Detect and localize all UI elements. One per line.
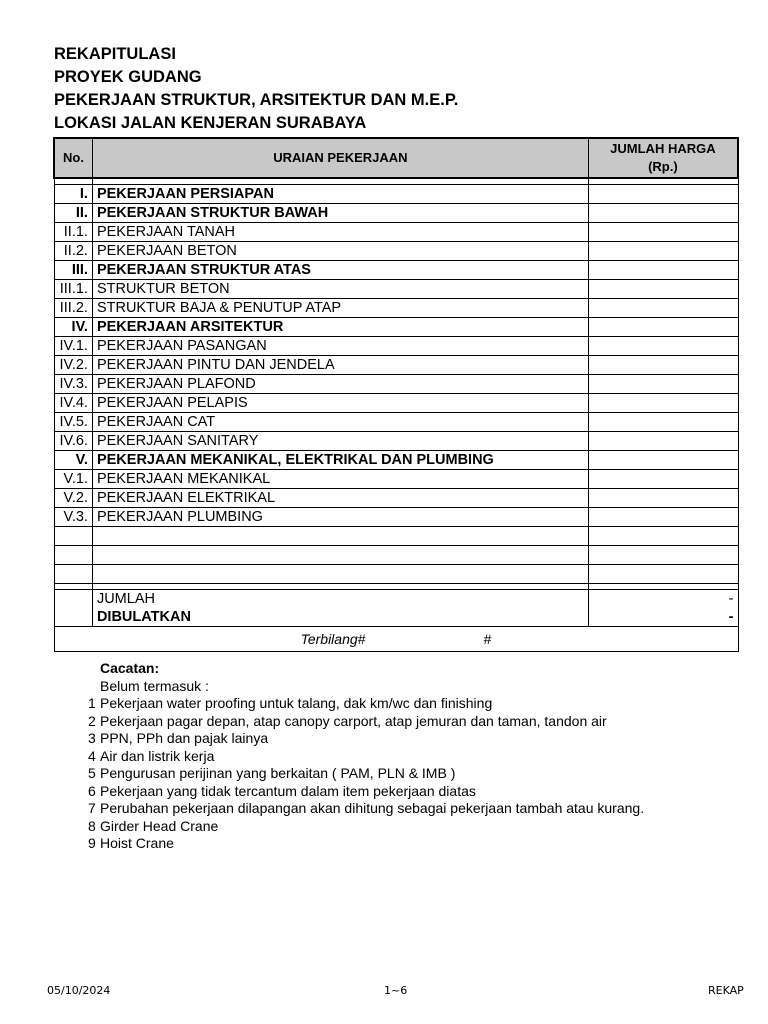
note-number: 5 (88, 765, 96, 781)
row-jumlah-harga (588, 451, 738, 470)
note-item (88, 695, 644, 713)
notes-title: Cacatan: (100, 660, 160, 676)
note-text: Hoist Crane (100, 835, 174, 851)
note-text: Pekerjaan water proofing untuk talang, dak km/wc dan finishing (100, 695, 493, 711)
row-number: III.1. (54, 280, 92, 299)
note-text: Pengurusan perijinan yang berkaitan ( PAM, PLN & IMB ) (100, 765, 456, 781)
table-row (54, 413, 738, 432)
row-number: IV.5. (54, 413, 92, 432)
note-number: 1 (88, 695, 96, 711)
table-row (54, 261, 738, 280)
row-uraian: PEKERJAAN ARSITEKTUR (92, 318, 588, 337)
row-uraian: PEKERJAAN CAT (92, 413, 588, 432)
dibulatkan-value: - (588, 608, 738, 627)
row-jumlah-harga (588, 356, 738, 375)
row-uraian: PEKERJAAN PLAFOND (92, 375, 588, 394)
sum-no-cell (54, 590, 92, 627)
notes-subtitle: Belum termasuk : (100, 678, 209, 694)
note-number: 4 (88, 747, 96, 764)
row-number: IV.4. (54, 394, 92, 413)
row-jumlah-harga (588, 470, 738, 489)
note-item (88, 835, 644, 853)
table-row (54, 508, 738, 527)
footer-date: 05/10/2024 (47, 984, 111, 997)
note-number: 7 (88, 800, 96, 816)
row-uraian: PEKERJAAN STRUKTUR ATAS (92, 261, 588, 280)
row-number: III.2. (54, 299, 92, 318)
table-row (54, 356, 738, 375)
dibulatkan-row (54, 608, 738, 627)
table-row (54, 204, 738, 223)
table-row (54, 242, 738, 261)
note-item (88, 817, 644, 836)
table-row (54, 470, 738, 489)
row-jumlah-harga (588, 280, 738, 299)
row-number: IV. (54, 318, 92, 337)
table-row (54, 337, 738, 356)
note-number: 8 (88, 817, 96, 834)
row-jumlah-harga (588, 261, 738, 280)
row-jumlah-harga (588, 337, 738, 356)
note-number: 6 (88, 782, 96, 799)
row-uraian: PEKERJAAN SANITARY (92, 432, 588, 451)
footer-page: 1~6 (384, 984, 408, 997)
row-uraian: PEKERJAAN STRUKTUR BAWAH (92, 204, 588, 223)
note-item (88, 782, 644, 801)
notes-list (88, 695, 645, 853)
row-number: V.3. (54, 508, 92, 527)
note-number: 9 (88, 835, 96, 851)
rekap-table (53, 137, 739, 652)
row-jumlah-harga (588, 204, 738, 223)
terbilang-cell (54, 627, 738, 652)
row-jumlah-harga (588, 299, 738, 318)
jumlah-value: - (588, 590, 738, 609)
row-uraian: PEKERJAAN PASANGAN (92, 337, 588, 356)
table-footer-body (54, 527, 738, 652)
note-item (88, 712, 644, 731)
table-row (54, 185, 738, 204)
row-uraian: PEKERJAAN PERSIAPAN (92, 185, 588, 204)
empty-row (54, 527, 738, 546)
jumlah-row (54, 590, 738, 609)
title-lokasi: LOKASI JALAN KENJERAN SURABAYA (54, 114, 367, 132)
note-item (88, 747, 644, 766)
row-jumlah-harga (588, 375, 738, 394)
row-number: IV.2. (54, 356, 92, 375)
header-no: No. (54, 138, 92, 178)
empty-row (54, 546, 738, 565)
row-number: V. (54, 451, 92, 470)
note-number: 2 (88, 712, 96, 729)
title-pekerjaan: PEKERJAAN STRUKTUR, ARSITEKTUR DAN M.E.P. (54, 91, 459, 109)
header-harga-line1: JUMLAH HARGA (610, 141, 716, 156)
row-uraian: PEKERJAAN PINTU DAN JENDELA (92, 356, 588, 375)
table-row (54, 299, 738, 318)
row-number: II. (54, 204, 92, 223)
row-uraian: STRUKTUR BAJA & PENUTUP ATAP (92, 299, 588, 318)
note-text: Girder Head Crane (100, 817, 219, 834)
note-item (88, 765, 644, 783)
empty-row (54, 565, 738, 584)
row-uraian: PEKERJAAN ELEKTRIKAL (92, 489, 588, 508)
note-item (88, 730, 644, 748)
footer-sheet: REKAP (708, 984, 744, 997)
header-harga-line2: (Rp.) (648, 159, 678, 174)
row-jumlah-harga (588, 394, 738, 413)
row-uraian: PEKERJAAN BETON (92, 242, 588, 261)
row-number: IV.3. (54, 375, 92, 394)
table-row (54, 451, 738, 470)
note-text: PPN, PPh dan pajak lainya (100, 730, 269, 746)
terbilang-row (54, 627, 738, 652)
note-text: Perubahan pekerjaan dilapangan akan dihitung sebagai pekerjaan tambah atau kurang. (100, 800, 645, 816)
table-row (54, 223, 738, 242)
table-row (54, 432, 738, 451)
jumlah-label: JUMLAH (92, 590, 588, 609)
note-text: Air dan listrik kerja (100, 747, 215, 764)
row-uraian: PEKERJAAN PELAPIS (92, 394, 588, 413)
row-jumlah-harga (588, 185, 738, 204)
row-number: II.2. (54, 242, 92, 261)
row-number: III. (54, 261, 92, 280)
row-uraian: PEKERJAAN MEKANIKAL (92, 470, 588, 489)
row-number: V.2. (54, 489, 92, 508)
note-text: Pekerjaan yang tidak tercantum dalam item pekerjaan diatas (100, 782, 476, 799)
terbilang-end: # (483, 631, 492, 647)
row-number: IV.6. (54, 432, 92, 451)
note-text: Pekerjaan pagar depan, atap canopy carport, atap jemuran dan taman, tandon air (100, 712, 607, 729)
title-proyek: PROYEK GUDANG (54, 68, 202, 86)
row-jumlah-harga (588, 223, 738, 242)
row-number: V.1. (54, 470, 92, 489)
terbilang-label: Terbilang# (300, 631, 366, 647)
header-jumlah-harga (588, 138, 738, 178)
row-jumlah-harga (588, 432, 738, 451)
table-row (54, 280, 738, 299)
note-item (88, 800, 645, 818)
table-row (54, 489, 738, 508)
row-jumlah-harga (588, 413, 738, 432)
table-row (54, 394, 738, 413)
header-uraian: URAIAN PEKERJAAN (92, 138, 588, 178)
note-number: 3 (88, 730, 96, 746)
row-jumlah-harga (588, 508, 738, 527)
table-body (54, 178, 738, 527)
table-header-row (54, 138, 738, 178)
row-uraian: STRUKTUR BETON (92, 280, 588, 299)
document-title-block (54, 43, 458, 135)
row-uraian: PEKERJAAN MEKANIKAL, ELEKTRIKAL DAN PLUMBING (92, 451, 588, 470)
row-jumlah-harga (588, 318, 738, 337)
notes-section (88, 659, 645, 853)
row-jumlah-harga (588, 242, 738, 261)
row-uraian: PEKERJAAN PLUMBING (92, 508, 588, 527)
row-jumlah-harga (588, 489, 738, 508)
dibulatkan-label: DIBULATKAN (92, 608, 588, 627)
table-row (54, 375, 738, 394)
table-row (54, 318, 738, 337)
title-rekapitulasi: REKAPITULASI (54, 45, 176, 63)
row-number: IV.1. (54, 337, 92, 356)
row-number: I. (54, 185, 92, 204)
row-uraian: PEKERJAAN TANAH (92, 223, 588, 242)
row-number: II.1. (54, 223, 92, 242)
